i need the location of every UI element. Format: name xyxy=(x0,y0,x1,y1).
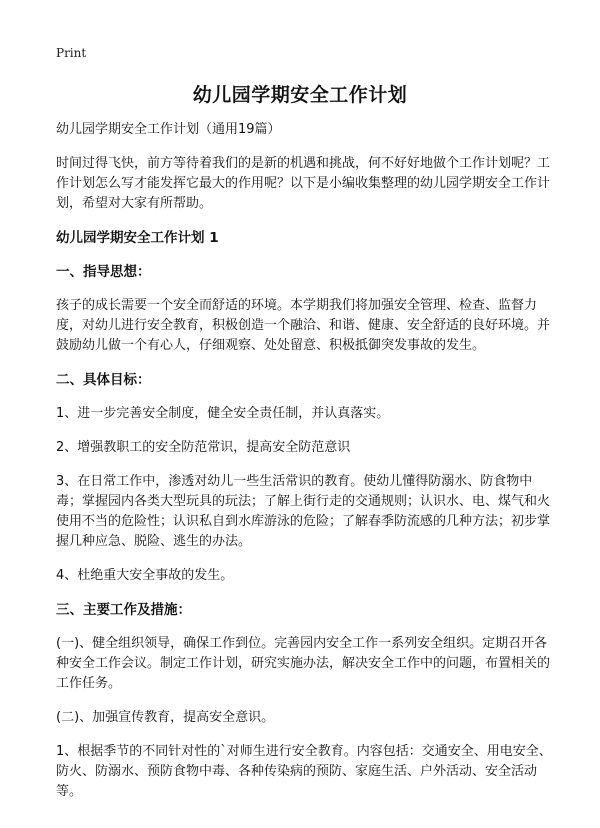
guiding-heading: 一、指导思想： xyxy=(56,264,151,280)
page-title: 幼儿园学期安全工作计划 xyxy=(192,84,408,106)
goal-item: 1、进一步完善安全制度，健全安全责任制，并认真落实。 xyxy=(56,406,390,421)
measure-item: (二)、加强宣传教育，提高安全意识。 xyxy=(56,710,275,725)
measure-item: 1、根据季节的不同针对性的`对师生进行安全教育。内容包括：交通安全、用电安全、防火、防溺水、预防食物中毒、各种传染病的预防、家庭生活、户外活动、安全活动等。 xyxy=(56,744,552,799)
measures-heading: 三、主要工作及措施： xyxy=(56,602,191,618)
goal-item: 4、杜绝重大安全事故的发生。 xyxy=(56,568,234,583)
goal-item: 3、在日常工作中，渗透对幼儿一些生活常识的教育。使幼儿懂得防溺水、防食物中毒；掌握园内各类大型玩具的玩法；了解上街行走的交通规则；认识水、电、煤气和火使用不当的危险性；认识私自到水库游泳的危险；了解春季防流感的几种方法；初步掌握几种应急、脱险、逃生的办法。 xyxy=(56,474,551,549)
document-body xyxy=(56,120,552,816)
guiding-paragraph: 孩子的成长需要一个安全而舒适的环境。本学期我们将加强安全管理、检查、监督力度，对幼儿进行安全教育，积极创造一个融洽、和谐、健康、安全舒适的良好环境。并鼓励幼儿做一个有心人，仔细观察、处处留意、积极抵御突发事故的发生。 xyxy=(56,298,551,353)
print-link[interactable]: Print xyxy=(56,46,87,60)
document-subtitle: 幼儿园学期安全工作计划（通用19篇） xyxy=(56,122,281,137)
goals-heading: 二、具体目标： xyxy=(56,372,151,388)
intro-paragraph: 时间过得飞快，前方等待着我们的是新的机遇和挑战，何不好好地做个工作计划呢？工作计划怎么写才能发挥它最大的作用呢？以下是小编收集整理的幼儿园学期安全工作计划，希望对大家有所帮助。 xyxy=(56,156,551,211)
section-heading: 幼儿园学期安全工作计划 1 xyxy=(56,230,219,246)
goal-item: 2、增强教职工的安全防范常识，提高安全防范意识 xyxy=(56,440,351,455)
measure-item: (一)、健全组织领导，确保工作到位。完善园内安全工作一系列安全组织。定期召开各种安全工作会议。制定工作计划，研究实施办法，解决安全工作中的问题，布置相关的工作任务。 xyxy=(56,636,551,691)
